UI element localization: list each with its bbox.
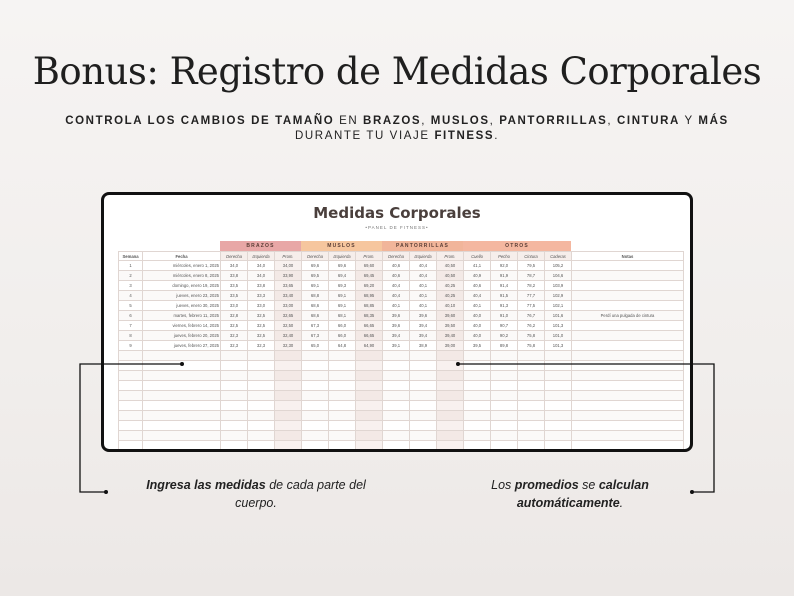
table-cell[interactable]: 101,0	[545, 331, 572, 341]
table-cell[interactable]: 32,5	[248, 311, 275, 321]
column-header: Prom.	[275, 252, 302, 261]
table-cell[interactable]: 32,3	[221, 331, 248, 341]
table-cell[interactable]: 40,0	[464, 321, 491, 331]
table-cell[interactable]: 69,6	[302, 261, 329, 271]
table-cell[interactable]: 78,7	[518, 271, 545, 281]
table-cell[interactable]: jueves, febrero 20, 2025	[143, 331, 221, 341]
subtitle-segment: BRAZOS	[363, 115, 422, 127]
table-cell[interactable]: 91,4	[491, 281, 518, 291]
subtitle-segment: ,	[489, 115, 500, 127]
table-cell[interactable]: 68,1	[329, 311, 356, 321]
subtitle-segment: CONTROLA LOS CAMBIOS DE TAMAÑO	[65, 115, 335, 127]
table-cell[interactable]: 105,2	[545, 261, 572, 271]
table-cell[interactable]: 40,4	[464, 291, 491, 301]
table-cell[interactable]: 40,25	[437, 291, 464, 301]
table-cell[interactable]: 32,50	[275, 321, 302, 331]
table-cell[interactable]: 33,65	[275, 281, 302, 291]
table-cell[interactable]: 40,4	[410, 261, 437, 271]
right-connector-end-dot	[690, 490, 694, 494]
table-cell[interactable]: 79,5	[518, 261, 545, 271]
table-cell[interactable]: 77,7	[518, 291, 545, 301]
table-cell[interactable]: 64,90	[356, 341, 383, 351]
table-cell[interactable]: 8	[119, 331, 143, 341]
table-cell[interactable]: 90,2	[491, 331, 518, 341]
table-cell[interactable]: 33,3	[248, 291, 275, 301]
sheet-subtitle: •PANEL DE FITNESS•	[365, 225, 429, 230]
table-cell[interactable]: 77,5	[518, 301, 545, 311]
table-cell[interactable]: 32,5	[248, 331, 275, 341]
table-cell[interactable]: 68,95	[356, 291, 383, 301]
left-connector-end-dot	[104, 490, 108, 494]
table-cell[interactable]: 75,8	[518, 331, 545, 341]
table-cell[interactable]: 33,0	[248, 301, 275, 311]
table-cell[interactable]: 3	[119, 281, 143, 291]
callout-right-segment: .	[619, 496, 624, 510]
table-cell[interactable]: 68,6	[302, 311, 329, 321]
table-cell[interactable]: 40,25	[437, 281, 464, 291]
table-cell[interactable]: 40,0	[464, 331, 491, 341]
table-cell[interactable]: miércoles, enero 8, 2025	[143, 271, 221, 281]
table-cell[interactable]: 91,3	[491, 301, 518, 311]
table-cell[interactable]: 40,4	[383, 281, 410, 291]
table-cell[interactable]: 34,0	[248, 261, 275, 271]
table-cell[interactable]: 69,5	[302, 271, 329, 281]
table-cell[interactable]: 33,8	[221, 271, 248, 281]
table-cell[interactable]: 76,2	[518, 321, 545, 331]
table-cell[interactable]: 40,1	[410, 301, 437, 311]
table-cell[interactable]: 40,6	[464, 281, 491, 291]
table-cell[interactable]: 40,50	[437, 261, 464, 271]
table-cell[interactable]: 33,8	[248, 281, 275, 291]
column-header: Cuello	[464, 252, 491, 261]
group-header-muslos: MUSLOS	[301, 241, 382, 251]
table-cell[interactable]: 39,5	[464, 341, 491, 351]
callout-right-segment: calculan automáticamente	[516, 478, 649, 510]
table-cell[interactable]: jueves, enero 23, 2025	[143, 291, 221, 301]
subtitle-segment: CINTURA	[617, 115, 680, 127]
table-cell[interactable]: 92,0	[491, 261, 518, 271]
table-cell[interactable]: 40,1	[410, 281, 437, 291]
table-cell[interactable]: 90,7	[491, 321, 518, 331]
column-header: Fecha	[143, 252, 221, 261]
table-cell[interactable]: 32,3	[248, 341, 275, 351]
table-cell[interactable]: 102,9	[545, 291, 572, 301]
table-cell[interactable]: 103,9	[545, 281, 572, 291]
table-cell[interactable]: 76,7	[518, 311, 545, 321]
table-cell[interactable]: 40,1	[464, 301, 491, 311]
subtitle-segment: DURANTE TU VIAJE	[294, 130, 435, 142]
callout-right-segment: se	[578, 478, 599, 492]
table-cell[interactable]: 40,4	[383, 291, 410, 301]
table-cell[interactable]: 69,1	[329, 291, 356, 301]
subtitle-segment: Y	[679, 115, 699, 127]
table-cell[interactable]: 40,50	[437, 271, 464, 281]
table-cell[interactable]: 1	[119, 261, 143, 271]
table-cell[interactable]: 33,0	[221, 301, 248, 311]
table-cell[interactable]: 67,3	[302, 331, 329, 341]
table-cell[interactable]: 91,9	[491, 271, 518, 281]
table-cell[interactable]: 32,8	[221, 311, 248, 321]
table-cell[interactable]: 39,40	[437, 331, 464, 341]
table-cell[interactable]: 69,1	[302, 281, 329, 291]
subtitle-segment: ,	[421, 115, 431, 127]
column-header: Izquierda	[410, 252, 437, 261]
table-cell[interactable]: Perdí una pulgada de cintura	[572, 311, 684, 321]
column-header: Derecha	[302, 252, 329, 261]
table-cell[interactable]: 66,65	[356, 321, 383, 331]
right-connector-dot	[456, 362, 460, 366]
group-header-pantorrillas: PANTORRILLAS	[382, 241, 463, 251]
table-cell[interactable]: 39,6	[383, 311, 410, 321]
table-cell[interactable]: 69,3	[329, 281, 356, 291]
table-cell[interactable]: 4	[119, 291, 143, 301]
table-cell[interactable]: viernes, febrero 14, 2025	[143, 321, 221, 331]
table-cell[interactable]: 34,00	[275, 261, 302, 271]
table-cell[interactable]: jueves, febrero 27, 2025	[143, 341, 221, 351]
table-cell[interactable]: 65,0	[302, 341, 329, 351]
subtitle-segment: .	[494, 130, 499, 142]
table-cell[interactable]: 40,1	[410, 291, 437, 301]
left-connector-dot	[180, 362, 184, 366]
table-cell[interactable]: 40,4	[410, 271, 437, 281]
table-cell[interactable]: domingo, enero 19, 2025	[143, 281, 221, 291]
table-cell[interactable]: 39,50	[437, 321, 464, 331]
subtitle-segment: MÁS	[698, 115, 729, 127]
table-cell[interactable]: 33,40	[275, 291, 302, 301]
table-cell[interactable]: miércoles, enero 1, 2025	[143, 261, 221, 271]
subtitle-segment: FITNESS	[434, 130, 495, 142]
subtitle-segment: MUSLOS	[430, 115, 490, 127]
table-cell[interactable]: jueves, enero 30, 2025	[143, 301, 221, 311]
table-cell[interactable]: 68,8	[302, 291, 329, 301]
column-header: Prom.	[437, 252, 464, 261]
table-cell[interactable]: 38,9	[410, 341, 437, 351]
table-cell[interactable]: 39,60	[437, 311, 464, 321]
table-cell[interactable]: 39,6	[383, 321, 410, 331]
table-cell[interactable]: 66,0	[329, 321, 356, 331]
table-cell[interactable]: 66,0	[329, 331, 356, 341]
table-cell[interactable]: 39,6	[410, 311, 437, 321]
table-cell[interactable]: 101,3	[545, 341, 572, 351]
table-cell[interactable]: 69,20	[356, 281, 383, 291]
column-header: Caderas	[545, 252, 572, 261]
table-cell[interactable]: 39,00	[437, 341, 464, 351]
table-cell[interactable]: 41,1	[464, 261, 491, 271]
table-cell[interactable]: 102,1	[545, 301, 572, 311]
table-cell[interactable]: 34,0	[248, 271, 275, 281]
table-cell[interactable]: 6	[119, 311, 143, 321]
table-cell[interactable]: 33,00	[275, 301, 302, 311]
column-header: Pecho	[491, 252, 518, 261]
table-cell[interactable]: 91,5	[491, 291, 518, 301]
right-connector-line	[458, 364, 714, 492]
callout-auto-averages	[470, 476, 670, 512]
table-cell[interactable]: 40,6	[383, 271, 410, 281]
table-cell[interactable]: 39,4	[383, 331, 410, 341]
column-header: Derecha	[221, 252, 248, 261]
table-cell[interactable]: 78,2	[518, 281, 545, 291]
table-cell[interactable]: martes, febrero 11, 2025	[143, 311, 221, 321]
table-cell[interactable]: 2	[119, 271, 143, 281]
callout-left-segment: Ingresa las medidas	[146, 478, 266, 492]
table-cell[interactable]: 67,3	[302, 321, 329, 331]
callout-enter-measurements	[126, 476, 386, 512]
table-cell[interactable]: 75,8	[518, 341, 545, 351]
column-header: Notas	[572, 252, 684, 261]
sheet-title: Medidas Corporales	[313, 204, 481, 222]
column-header: Izquierda	[248, 252, 275, 261]
column-header: Semana	[119, 252, 143, 261]
table-cell[interactable]: 32,65	[275, 311, 302, 321]
page-title: Bonus: Registro de Medidas Corporales	[32, 50, 762, 93]
table-cell[interactable]: 68,85	[356, 301, 383, 311]
table-cell[interactable]: 32,40	[275, 331, 302, 341]
table-cell[interactable]: 40,0	[464, 311, 491, 321]
table-cell[interactable]: 68,6	[302, 301, 329, 311]
table-cell[interactable]: 33,5	[221, 281, 248, 291]
table-cell[interactable]: 69,6	[329, 261, 356, 271]
callout-left-segment: de cada parte del cuerpo.	[235, 478, 366, 510]
table-cell[interactable]: 66,65	[356, 331, 383, 341]
table-cell[interactable]: 39,1	[383, 341, 410, 351]
table-cell[interactable]: 5	[119, 301, 143, 311]
column-header: Cintura	[518, 252, 545, 261]
table-cell[interactable]: 32,5	[248, 321, 275, 331]
table-cell[interactable]: 32,3	[221, 341, 248, 351]
table-cell[interactable]: 101,3	[545, 321, 572, 331]
table-cell[interactable]: 7	[119, 321, 143, 331]
left-connector-line	[80, 364, 182, 492]
table-cell[interactable]: 34,0	[221, 261, 248, 271]
table-cell[interactable]: 69,45	[356, 271, 383, 281]
table-cell[interactable]: 68,35	[356, 311, 383, 321]
table-cell[interactable]: 69,60	[356, 261, 383, 271]
subtitle-segment: EN	[334, 115, 364, 127]
subtitle-segment: ,	[607, 115, 617, 127]
callout-right-segment: Los	[491, 478, 515, 492]
table-cell[interactable]: 33,5	[221, 291, 248, 301]
table-cell[interactable]: 40,9	[464, 271, 491, 281]
table-cell[interactable]: 69,4	[329, 271, 356, 281]
table-cell[interactable]: 32,30	[275, 341, 302, 351]
callout-right-segment: promedios	[514, 478, 579, 492]
table-cell[interactable]: 101,6	[545, 311, 572, 321]
column-header: Prom.	[356, 252, 383, 261]
table-cell[interactable]: 33,90	[275, 271, 302, 281]
table-cell[interactable]: 89,8	[491, 341, 518, 351]
table-cell[interactable]: 39,4	[410, 331, 437, 341]
table-cell[interactable]: 32,5	[221, 321, 248, 331]
table-cell[interactable]: 9	[119, 341, 143, 351]
table-cell[interactable]: 40,10	[437, 301, 464, 311]
group-header-brazos: BRAZOS	[220, 241, 301, 251]
table-cell[interactable]: 39,4	[410, 321, 437, 331]
group-header-otros: OTROS	[463, 241, 571, 251]
table-cell[interactable]: 40,1	[383, 301, 410, 311]
table-cell[interactable]: 104,6	[545, 271, 572, 281]
column-header: Derecha	[383, 252, 410, 261]
subtitle-segment: PANTORRILLAS	[499, 115, 608, 127]
table-cell[interactable]: 91,0	[491, 311, 518, 321]
table-cell[interactable]: 40,6	[383, 261, 410, 271]
table-cell[interactable]: 69,1	[329, 301, 356, 311]
table-cell[interactable]: 64,8	[329, 341, 356, 351]
column-header: Izquierda	[329, 252, 356, 261]
